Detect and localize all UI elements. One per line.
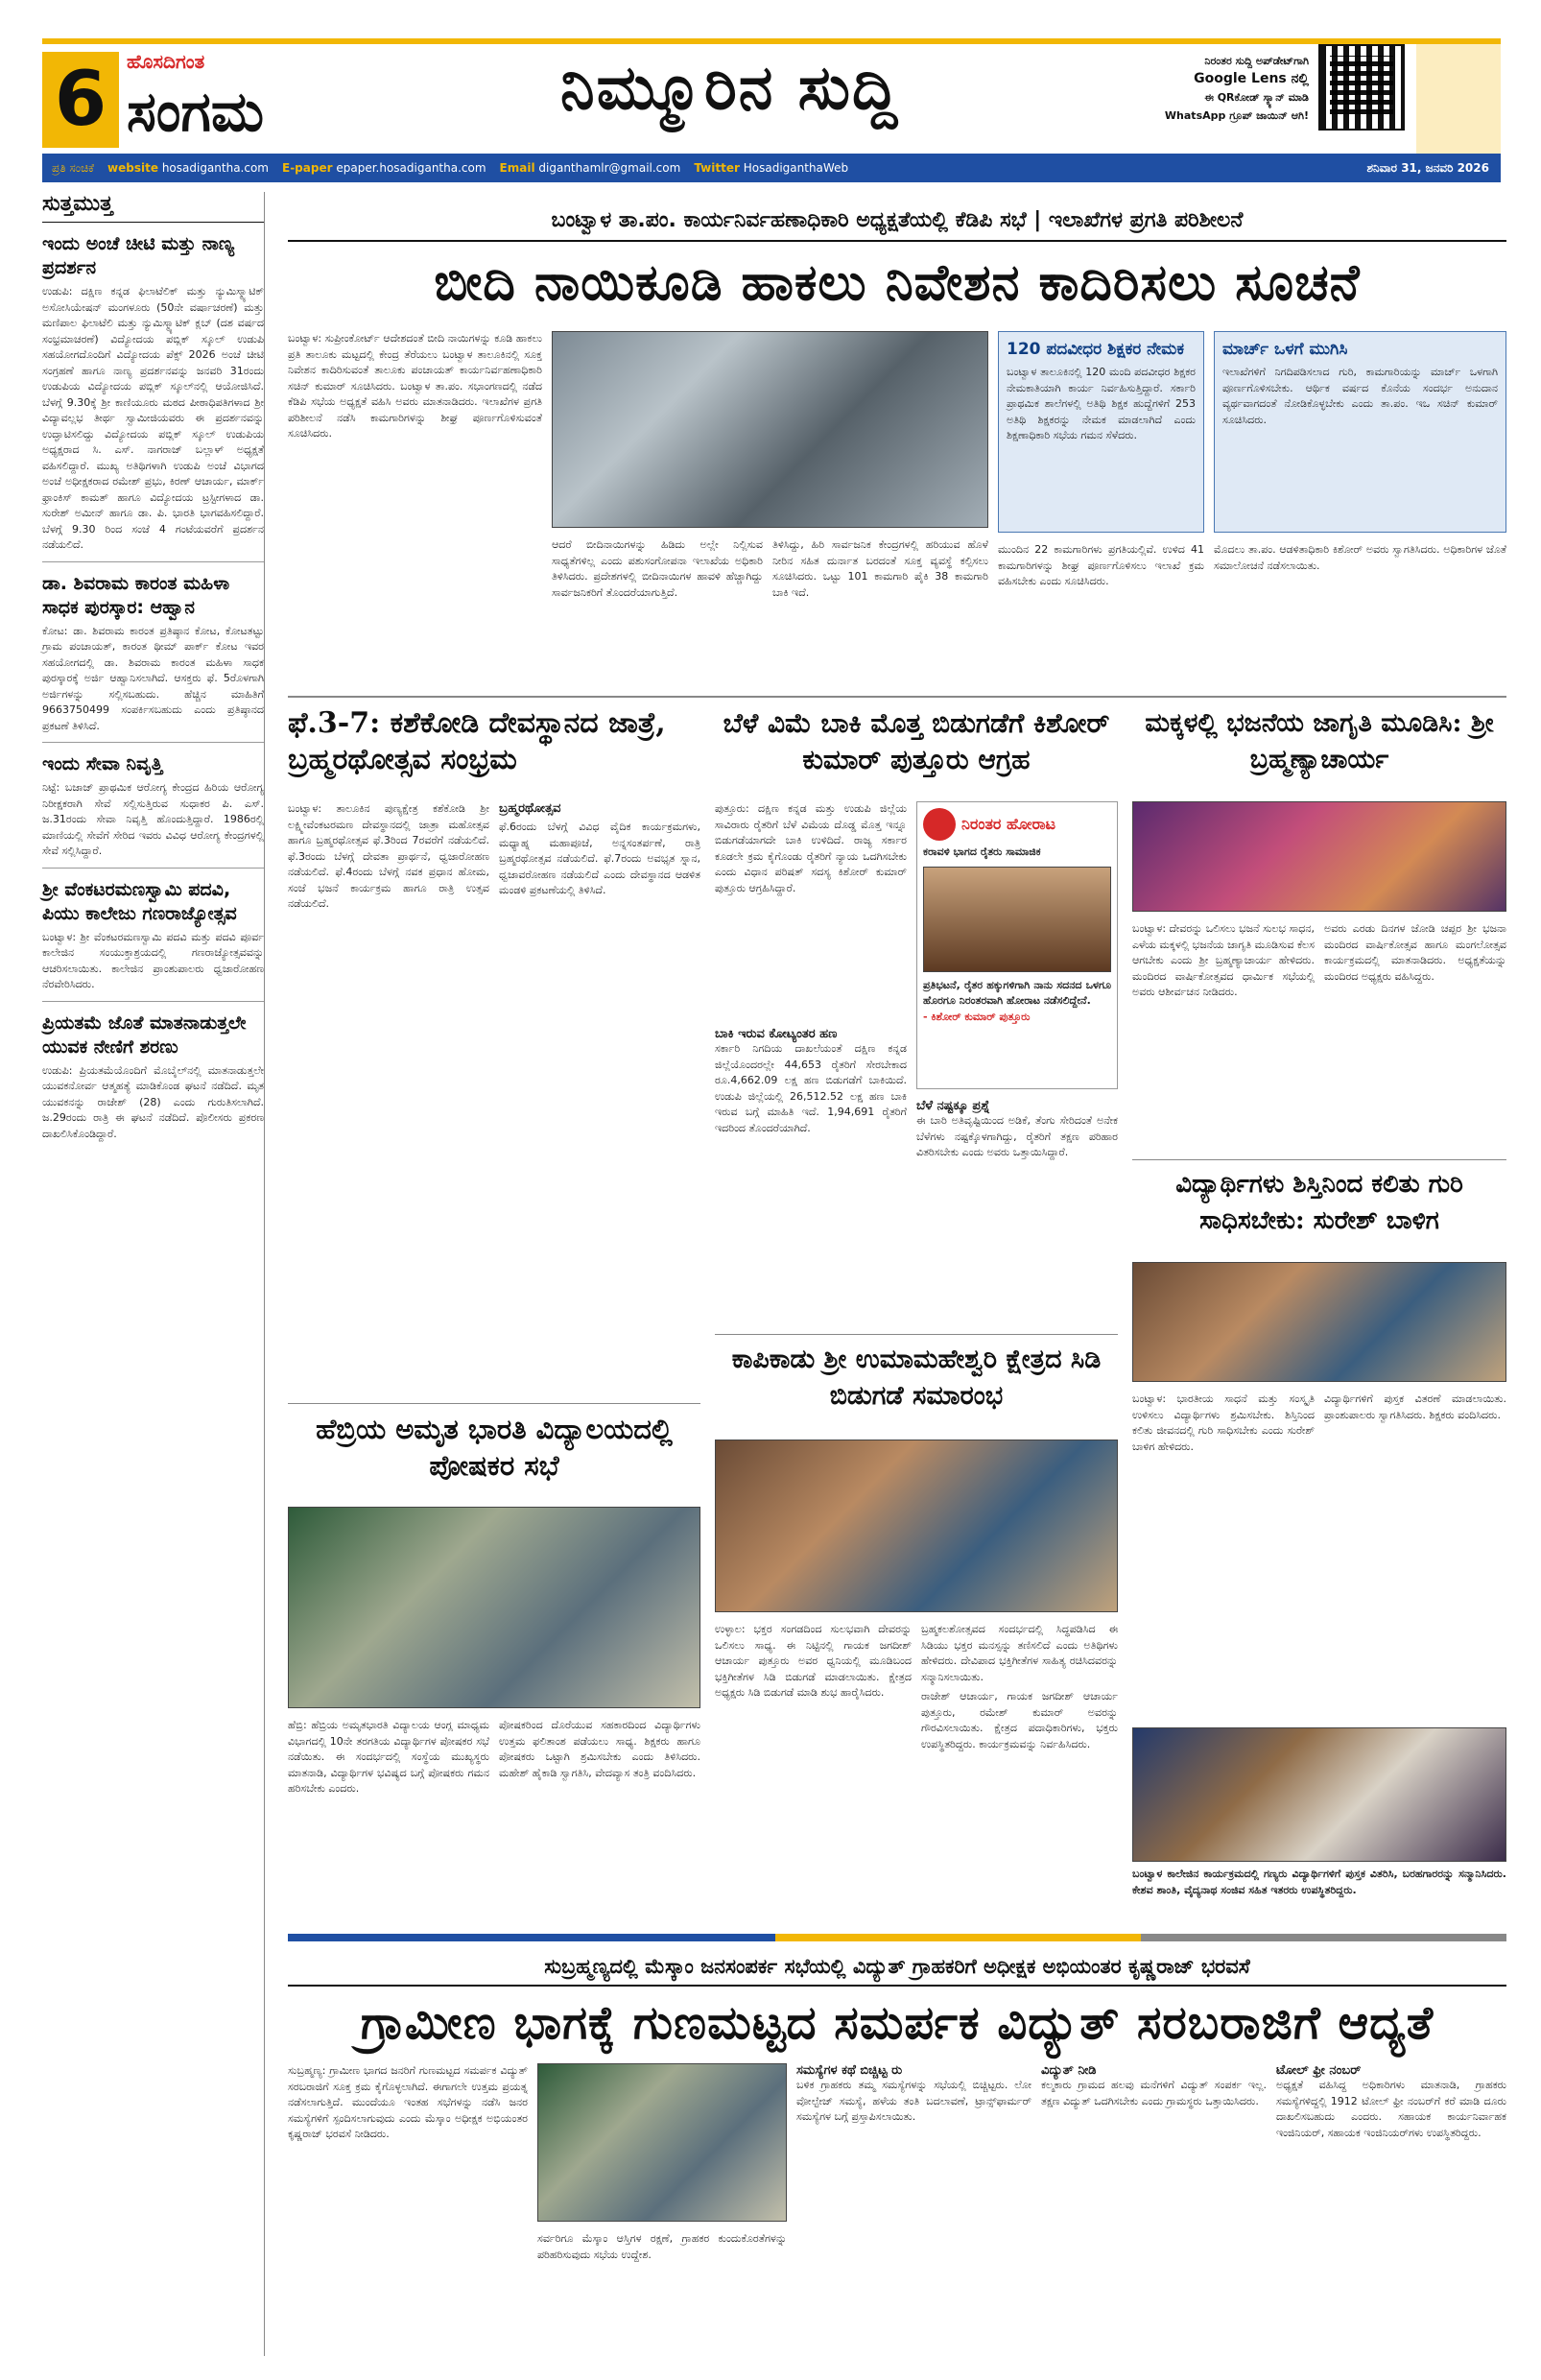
- bottom-subhead: ವಿದ್ಯುತ್ ನೀಡಿ: [1041, 2063, 1097, 2078]
- brief-headline: ಡಾ. ಶಿವರಾಮ ಕಾರಂತ ಮಹಿಳಾ ಸಾಧಕ ಪುರಸ್ಕಾರ: ಆಹ್ವಾನ: [42, 572, 230, 618]
- edition-label: ಪ್ರತಿ ಸಂಚಿಕೆ: [52, 161, 95, 175]
- top-story-headline: ಬೀದಿ ನಾಯಿಕೂಡಿ ಹಾಕಲು ನಿವೇಶನ ಕಾದಿರಿಸಲು ಸೂಚನೆ: [434, 253, 1361, 312]
- teachers-box: [998, 331, 1204, 533]
- insurance-headline: ಬೆಳೆ ವಿಮೆ ಬಾಕಿ ಮೊತ್ತ ಬಿಡುಗಡೆಗೆ ಕಿಶೋರ್ ಕುಮಾರ್ ಪುತ್ತೂರು ಆಗ್ರಹ: [723, 707, 1110, 775]
- twitter-link[interactable]: [694, 154, 848, 182]
- temple-story-body: ಫೆ.6ರಂದು ಬೆಳಗ್ಗೆ ವಿವಿಧ ವೈದಿಕ ಕಾರ್ಯಕ್ರಮಗಳು, ಮಧ್ಯಾಹ್ನ ಮಹಾಪೂಜೆ, ಅನ್ನಸಂತರ್ಪಣೆ, ರಾತ್ರಿ ಬ್ರಹ್ಮರಥೋತ್ಸವ ನಡೆಯಲಿದೆ. ಫೆ.7ರಂದು ಅವಭೃತ ಸ್ನಾನ, ಧ್ವಜಾವರೋಹಣ ನಡೆಯಲಿದೆ ಎಂದು ದೇವಸ್ಥಾನದ ಆಡಳಿತ ಮಂಡಳಿ ಪ್ರಕಟಣೆಯಲ್ಲಿ ತಿಳಿಸಿದೆ.: [499, 821, 700, 896]
- top-story-kicker: ಬಂಟ್ವಾಳ ತಾ.ಪಂ. ಕಾರ್ಯನಿರ್ವಹಣಾಧಿಕಾರಿ ಅಧ್ಯಕ್ಷತೆಯಲ್ಲಿ ಕೆಡಿಪಿ ಸಭೆ | ಇಲಾಖೆಗಳ ಪ್ರಗತಿ ಪರಿಶೀಲನೆ: [288, 202, 1506, 242]
- page-title: ನಿಮ್ಮೂರಿನ ಸುದ್ದಿ: [560, 52, 900, 124]
- bottom-story-body: ಅಧ್ಯಕ್ಷತೆ ವಹಿಸಿದ್ದ ಅಧಿಕಾರಿಗಳು ಮಾತನಾಡಿ, ಗ್ರಾಹಕರು ಸಮಸ್ಯೆಗಳಿದ್ದಲ್ಲಿ 1912 ಟೋಲ್ ಫ್ರೀ ನಂಬರ್‌ಗೆ ಕರೆ ಮಾಡಿ ದೂರು ದಾಖಲಿಸಬಹುದು ಎಂದರು. ಸಹಾಯಕ ಕಾರ್ಯನಿರ್ವಾಹಕ ಇಂಜಿನಿಯರ್, ಸಹಾಯಕ ಇಂಜಿನಿಯರ್‌ಗಳು ಉಪಸ್ಥಿತರಿದ್ದರು.: [1276, 2079, 1506, 2139]
- bottom-subhead: ಸಮಸ್ಯೆಗಳ ಕಥೆ ಬಿಚ್ಚಿಟ್ಟ ರು: [796, 2063, 903, 2078]
- twitter-label: Twitter: [694, 161, 740, 175]
- brief-headline: ಪ್ರಿಯತಮೆ ಜೊತೆ ಮಾತನಾಡುತ್ತಲೇ ಯುವಕ ನೇಣಿಗೆ ಶರಣು: [42, 1012, 247, 1058]
- website-label: website: [107, 161, 158, 175]
- bhajan-headline: ಮಕ್ಕಳಲ್ಲಿ ಭಜನೆಯ ಜಾಗೃತಿ ಮೂಡಿಸಿ: ಶ್ರೀ ಬ್ರಹ್ಮಣ್ಯಾಚಾರ್ಯ: [1145, 708, 1494, 774]
- students-photo: [1132, 1262, 1506, 1382]
- meeting-photo: [552, 331, 988, 528]
- qr-text-line: Google Lens ನಲ್ಲಿ: [1194, 71, 1309, 86]
- bottom-color-bar: [288, 1934, 1506, 1941]
- epaper-label: E-paper: [282, 161, 333, 175]
- drop-icon: [923, 808, 956, 841]
- epaper-link[interactable]: [282, 154, 486, 182]
- qr-text-line: ಈ QRಕೋಡ್ ಸ್ಕ್ಯಾನ್ ಮಾಡಿ: [1204, 91, 1309, 104]
- masthead: [42, 38, 1501, 149]
- bottom-story-headline: ಗ್ರಾಮೀಣ ಭಾಗಕ್ಕೆ ಗುಣಮಟ್ಟದ ಸಮರ್ಪಕ ವಿದ್ಯುತ್ ಸರಬರಾಜಿಗೆ ಆದ್ಯತೆ: [360, 1996, 1434, 2050]
- students-headline: ವಿದ್ಯಾರ್ಥಿಗಳು ಶಿಸ್ತಿನಿಂದ ಕಲಿತು ಗುರಿ ಸಾಧಿಸಬೇಕು: ಸುರೇಶ್ ಬಾಳಿಗ: [1175, 1170, 1463, 1235]
- bhajan-body: ಬಂಟ್ವಾಳ: ದೇವರನ್ನು ಒಲಿಸಲು ಭಜನೆ ಸುಲಭ ಸಾಧನ, ಎಳೆಯ ಮಕ್ಕಳಲ್ಲಿ ಭಜನೆಯ ಜಾಗೃತಿ ಮೂಡಿಸುವ ಕೆಲಸ ಆಗಬೇಕು ಎಂದು ಶ್ರೀ ಬ್ರಹ್ಮಣ್ಯಾಚಾರ್ಯ ಹೇಳಿದರು. ಮಂದಿರದ ವಾರ್ಷಿಕೋತ್ಸವದ ಧಾರ್ಮಿಕ ಸಭೆಯಲ್ಲಿ ಅವರು ಆಶೀರ್ವಚನ ನೀಡಿದರು.: [1132, 922, 1315, 998]
- section-divider: [1132, 1159, 1506, 1160]
- brief-item: [42, 742, 264, 860]
- section-name: ಸಂಗಮ: [127, 79, 265, 144]
- website-link[interactable]: [107, 154, 269, 182]
- bottom-story-kicker: ಸುಬ್ರಹ್ಮಣ್ಯದಲ್ಲಿ ಮೆಸ್ಕಾಂ ಜನಸಂಪರ್ಕ ಸಭೆಯಲ್ಲಿ ವಿದ್ಯುತ್ ಗ್ರಾಹಕರಿಗೆ ಅಧೀಕ್ಷಕ ಅಭಿಯಂತರ ಕೃಷ್ಣರಾಜ್ ಭರವಸೆ: [288, 1948, 1506, 1987]
- temple-story-column: [499, 801, 700, 1396]
- box-body: ಇಲಾಖೆಗಳಿಗೆ ನಿಗದಿಪಡಿಸಲಾದ ಗುರಿ, ಕಾಮಗಾರಿಯನ್ನು ಮಾರ್ಚ್ ಒಳಗಾಗಿ ಪೂರ್ಣಗೊಳಿಸಬೇಕು. ಆರ್ಥಿಕ ವರ್ಷದ ಕೊನೆಯ ಸಂದರ್ಭ ಅನುದಾನ ವ್ಯರ್ಥವಾಗದಂತೆ ನೋಡಿಕೊಳ್ಳಬೇಕು ಎಂದು ತಾ.ಪಂ. ಇಒ ಸಚಿನ್ ಕುಮಾರ್ ಸೂಚಿಸಿದರು.: [1222, 366, 1498, 426]
- school-meeting-photo: [288, 1507, 700, 1708]
- cd-release-photo: [715, 1440, 1118, 1612]
- bottom-story-column: [796, 2063, 1031, 2351]
- brief-headline: ಇಂದು ಅಂಚೆ ಚೀಟಿ ಮತ್ತು ನಾಣ್ಯ ಪ್ರದರ್ಶನ: [42, 233, 235, 278]
- brief-body: ಕೋಟ: ಡಾ. ಶಿವರಾಮ ಕಾರಂತ ಪ್ರತಿಷ್ಠಾನ ಕೋಟ, ಕೋಟತಟ್ಟು ಗ್ರಾಮ ಪಂಚಾಯತ್, ಕಾರಂತ ಥೀಮ್ ಪಾರ್ಕ್ ಕೋಟ ಇವರ ಸಹಯೋಗದಲ್ಲಿ ಡಾ. ಶಿವರಾಮ ಕಾರಂತ ಮಹಿಳಾ ಸಾಧಕ ಪುರಸ್ಕಾರಕ್ಕೆ ಅರ್ಜಿ ಆಹ್ವಾನಿಸಲಾಗಿದೆ. ಆಸಕ್ತರು ಫೆ. 5ರೊಳಗಾಗಿ ಅರ್ಜಿಗಳನ್ನು ಸಲ್ಲಿಸಬಹುದು. ಹೆಚ್ಚಿನ ಮಾಹಿತಿಗೆ 9663750499 ಸಂಪರ್ಕಿಸಬಹುದು ಎಂದು ಪ್ರತಿಷ್ಠಾನದ ಪ್ರಕಟಣೆ ತಿಳಿಸಿದೆ.: [42, 624, 264, 732]
- box-body: ಬಂಟ್ವಾಳ ತಾಲೂಕಿನಲ್ಲಿ 120 ಮಂದಿ ಪದವೀಧರ ಶಿಕ್ಷಕರ ನೇಮಕಾತಿಯಾಗಿ ಕಾರ್ಯ ನಿರ್ವಹಿಸುತ್ತಿದ್ದಾರೆ. ಸರ್ಕಾರಿ ಪ್ರಾಥಮಿಕ ಶಾಲೆಗಳಲ್ಲಿ ಅತಿಥಿ ಶಿಕ್ಷಕ ಹುದ್ದೆಗಳಿಗೆ 253 ಅತಿಥಿ ಶಿಕ್ಷಕರನ್ನು ನೇಮಕ ಮಾಡಲಾಗಿದೆ ಎಂದು ಶಿಕ್ಷಣಾಧಿಕಾರಿ ಸಭೆಯ ಗಮನ ಸೆಳೆದರು.: [1007, 366, 1196, 441]
- section-divider: [288, 1403, 700, 1404]
- portrait-photo: [923, 867, 1111, 972]
- insurance-body: ಈ ಬಾರಿ ಅತಿವೃಷ್ಟಿಯಿಂದ ಅಡಿಕೆ, ತೆಂಗು ಸೇರಿದಂತೆ ಅನೇಕ ಬೆಳೆಗಳು ನಷ್ಟಕ್ಕೊಳಗಾಗಿದ್ದು, ರೈತರಿಗೆ ತಕ್ಷಣ ಪರಿಹಾರ ವಿತರಿಸಬೇಕು ಎಂದು ಅವರು ಒತ್ತಾಯಿಸಿದ್ದಾರೆ.: [916, 1114, 1118, 1158]
- kapikadu-headline: ಕಾಪಿಕಾಡು ಶ್ರೀ ಉಮಾಮಹೇಶ್ವರಿ ಕ್ಷೇತ್ರದ ಸಿಡಿ ಬಿಡುಗಡೆ ಸಮಾರಂಭ: [731, 1345, 1102, 1411]
- brief-headline: ಇಂದು ಸೇವಾ ನಿವೃತ್ತಿ: [42, 753, 163, 774]
- left-column: [42, 192, 265, 2356]
- box-headline: ಮಾರ್ಚ್ ಒಳಗೆ ಮುಗಿಸಿ: [1222, 340, 1348, 359]
- deadline-box: [1214, 331, 1506, 533]
- brief-body: ನಿಟ್ಟೆ: ಬಜಾಜ್ ಪ್ರಾಥಮಿಕ ಆರೋಗ್ಯ ಕೇಂದ್ರದ ಹಿರಿಯ ಆರೋಗ್ಯ ನಿರೀಕ್ಷಕರಾಗಿ ಸೇವೆ ಸಲ್ಲಿಸುತ್ತಿರುವ ಸುಧಾಕರ ಪಿ. ಎಸ್. ಜ.31ರಂದು ಸೇವಾ ನಿವೃತ್ತಿ ಹೊಂದುತ್ತಿದ್ದಾರೆ. 1986ರಲ್ಲಿ ಮಾಣಿಯಲ್ಲಿ ಸೇವೆಗೆ ಸೇರಿದ ಇವರು ವಿವಿಧ ಆರೋಗ್ಯ ಕೇಂದ್ರಗಳಲ್ಲಿ ಸೇವೆ ಸಲ್ಲಿಸಿದ್ದಾರೆ.: [42, 781, 264, 857]
- top-story-body: ಮೊದಲು ತಾ.ಪಂ. ಆಡಳಿತಾಧಿಕಾರಿ ಕಿಶೋರ್ ಅವರು ಸ್ವಾಗತಿಸಿದರು. ಅಧಿಕಾರಿಗಳ ಜೊತೆ ಸಮಾಲೋಚನೆ ನಡೆಸಲಾಯಿತು.: [1214, 543, 1506, 572]
- bottom-subhead: ಟೋಲ್ ಫ್ರೀ ನಂಬರ್: [1276, 2063, 1362, 2078]
- brief-item: [42, 868, 264, 993]
- brief-item: [42, 1001, 264, 1143]
- insurance-tag: ನಿರಂತರ ಹೋರಾಟ: [961, 815, 1056, 833]
- brief-body: ಬಂಟ್ವಾಳ: ಶ್ರೀ ವೆಂಕಟರಮಣಸ್ವಾಮಿ ಪದವಿ ಮತ್ತು ಪದವಿ ಪೂರ್ವ ಕಾಲೇಜಿನ ಸಂಯುಕ್ತಾಶ್ರಯದಲ್ಲಿ ಗಣರಾಜ್ಯೋತ್ಸವವನ್ನು ಆಚರಿಸಲಾಯಿತು. ಕಾಲೇಜಿನ ಪ್ರಾಂಶುಪಾಲರು ಧ್ವಜಾರೋಹಣ ನೆರವೇರಿಸಿದರು.: [42, 930, 264, 990]
- kapikadu-body: ಉಳ್ಳಾಲ: ಭಕ್ತರ ಸಂಗಡದಿಂದ ಸುಲಭವಾಗಿ ದೇವರನ್ನು ಒಲಿಸಲು ಸಾಧ್ಯ. ಈ ನಿಟ್ಟಿನಲ್ಲಿ ಗಾಯಕ ಜಗದೀಶ್ ಆಚಾರ್ಯ ಪುತ್ತೂರು ಅವರ ಧ್ವನಿಯಲ್ಲಿ ಮೂಡಿಬಂದ ಭಕ್ತಿಗೀತೆಗಳ ಸಿಡಿ ಬಿಡುಗಡೆ ಮಾಡಲಾಯಿತು. ಕ್ಷೇತ್ರದ ಅಧ್ಯಕ್ಷರು ಸಿಡಿ ಬಿಡುಗಡೆ ಮಾಡಿ ಶುಭ ಹಾರೈಸಿದರು.: [715, 1623, 912, 1699]
- brief-item: [42, 232, 264, 554]
- bottom-story-body: ಸರ್ವರಿಗೂ ಮೆಸ್ಕಾಂ ಆಸ್ತಿಗಳ ರಕ್ಷಣೆ, ಗ್ರಾಹಕರ ಕುಂದುಕೊರತೆಗಳನ್ನು ಪರಿಹರಿಸುವುದು ಸಭೆಯ ಉದ್ದೇಶ.: [537, 2232, 787, 2261]
- temple-story-body: ಬಂಟ್ವಾಳ: ತಾಲೂಕಿನ ಪುಣ್ಯಕ್ಷೇತ್ರ ಕಶೆಕೋಡಿ ಶ್ರೀ ಲಕ್ಷ್ಮೀವೆಂಕಟರಮಣ ದೇವಸ್ಥಾನದಲ್ಲಿ ಜಾತ್ರಾ ಮಹೋತ್ಸವ ಹಾಗೂ ಬ್ರಹ್ಮರಥೋತ್ಸವ ಫೆ.3ರಿಂದ 7ರವರೆಗೆ ನಡೆಯಲಿದೆ. ಫೆ.3ರಂದು ಬೆಳಗ್ಗೆ ದೇವತಾ ಪ್ರಾರ್ಥನೆ, ಧ್ವಜಾರೋಹಣ ನಡೆಯಲಿದೆ. ಫೆ.4ರಂದು ಬೆಳಗ್ಗೆ ನವಕ ಪ್ರಧಾನ ಹೋಮ, ಸಂಜೆ ಭಜನೆ ಕಾರ್ಯಕ್ರಮ ಹಾಗೂ ರಾತ್ರಿ ಉತ್ಸವ ನಡೆಯಲಿದೆ.: [288, 802, 489, 910]
- twitter-handle: HosadiganthaWeb: [743, 161, 849, 175]
- decorative-panel: [1416, 44, 1501, 155]
- top-story-body: ತಿಳಿಸಿದ್ದು, ಹಿರಿ ಸಾರ್ವಜನಿಕ ಕೇಂದ್ರಗಳಲ್ಲಿ ಹರಿಯುವ ಹೊಳೆ ನೀರಿನ ಸಹಿತ ದುರ್ನಾತ ಬರದಂತೆ ಸೂಕ್ತ ವ್ಯವಸ್ಥೆ ಕಲ್ಪಿಸಲು ಸೂಚಿಸಿದರು. ಒಟ್ಟು 101 ಕಾಮಗಾರಿ ಪೈಕಿ 38 ಕಾಮಗಾರಿ ಬಾಕಿ ಇದೆ.: [772, 538, 988, 599]
- brief-headline: ಶ್ರೀ ವೆಂಕಟರಮಣಸ್ವಾಮಿ ಪದವಿ, ಪಿಯು ಕಾಲೇಜು ಗಣರಾಜ್ಯೋತ್ಸವ: [42, 878, 237, 924]
- email-link[interactable]: [500, 154, 681, 182]
- students-caption: ಬಂಟ್ವಾಳ ಕಾಲೇಜಿನ ಕಾರ್ಯಕ್ರಮದಲ್ಲಿ ಗಣ್ಯರು ವಿದ್ಯಾರ್ಥಿಗಳಿಗೆ ಪುಸ್ತಕ ವಿತರಿಸಿ, ಬರಹಗಾರರನ್ನು ಸನ್ಮಾನಿಸಿದರು. ಕೇಶವ ಶಾಂತಿ, ವೈದ್ಯನಾಥ ಸಂಜಿವ ಸಹಿತ ಇತರರು ಉಪಸ್ಥಿತರಿದ್ದರು.: [1132, 1868, 1506, 1896]
- insurance-subhead: ಬಾಕಿ ಇರುವ ಕೋಟ್ಯಂತರ ಹಣ: [715, 1027, 838, 1041]
- qr-text-line: WhatsApp ಗ್ರೂಪ್ ಜಾಯಿನ್ ಆಗಿ!: [1164, 109, 1309, 122]
- insurance-quote: ಪ್ರತಿಭಟನೆ, ರೈತರ ಹಕ್ಕುಗಳಿಗಾಗಿ ನಾನು ಸದನದ ಒಳಗೂ ಹೊರಗೂ ನಿರಂತರವಾಗಿ ಹೋರಾಟ ನಡೆಸಲಿದ್ದೇನೆ.: [923, 978, 1111, 1007]
- brief-item: [42, 561, 264, 735]
- email-address: diganthamlr@gmail.com: [538, 161, 681, 175]
- insurance-body: ಸರ್ಕಾರಿ ನಿಗದಿಯ ದಾಖಲೆಯಂತೆ ದಕ್ಷಿಣ ಕನ್ನಡ ಜಿಲ್ಲೆಯೊಂದರಲ್ಲೇ 44,653 ರೈತರಿಗೆ ಸೇರಬೇಕಾದ ರೂ.4,662.09 ಲಕ್ಷ ಹಣ ಬಿಡುಗಡೆಗೆ ಬಾಕಿಯಿದೆ. ಉಡುಪಿ ಜಿಲ್ಲೆಯಲ್ಲಿ 26,512.52 ಲಕ್ಷ ಹಣ ಬಾಕಿ ಇರುವ ಬಗ್ಗೆ ಮಾಹಿತಿ ಇದೆ. 1,94,691 ರೈತರಿಗೆ ಇದರಿಂದ ತೊಂದರೆಯಾಗಿದೆ.: [715, 1042, 907, 1134]
- insurance-body: ಪುತ್ತೂರು: ದಕ್ಷಿಣ ಕನ್ನಡ ಮತ್ತು ಉಡುಪಿ ಜಿಲ್ಲೆಯ ಸಾವಿರಾರು ರೈತರಿಗೆ ಬೆಳೆ ವಿಮೆಯ ದೊಡ್ಡ ಮೊತ್ತ ಇನ್ನೂ ಬಿಡುಗಡೆಯಾಗದೇ ಬಾಕಿ ಉಳಿದಿದೆ. ರಾಜ್ಯ ಸರ್ಕಾರ ಕೂಡಲೇ ಕ್ರಮ ಕೈಗೊಂಡು ರೈತರಿಗೆ ನ್ಯಾಯ ಒದಗಿಸಬೇಕು ಎಂದು ವಿಧಾನ ಪರಿಷತ್ ಸದಸ್ಯ ಕಿಶೋರ್ ಕುಮಾರ್ ಪುತ್ತೂರು ಆಗ್ರಹಿಸಿದ್ದಾರೆ.: [715, 802, 907, 894]
- qr-text-line: ನಿರಂತರ ಸುದ್ದಿ ಅಪ್‌ಡೇಟ್‌ಗಾಗಿ: [1204, 55, 1309, 67]
- students-body: ವಿದ್ಯಾರ್ಥಿಗಳಿಗೆ ಪುಸ್ತಕ ವಿತರಣೆ ಮಾಡಲಾಯಿತು. ಪ್ರಾಂಶುಪಾಲರು ಸ್ವಾಗತಿಸಿದರು. ಶಿಕ್ಷಕರು ವಂದಿಸಿದರು.: [1324, 1392, 1506, 1421]
- page-number: 6: [42, 52, 119, 148]
- insurance-sidebar: [916, 801, 1118, 1089]
- students-body: ಬಂಟ್ವಾಳ: ಭಾರತೀಯ ಸಾಧನೆ ಮತ್ತು ಸಂಸ್ಕೃತಿ ಉಳಿಸಲು ವಿದ್ಯಾರ್ಥಿಗಳು ಶ್ರಮಿಸಬೇಕು. ಶಿಸ್ತಿನಿಂದ ಕಲಿತು ಜೀವನದಲ್ಲಿ ಗುರಿ ಸಾಧಿಸಬೇಕು ಎಂದು ಸುರೇಶ್ ಬಾಳಿಗ ಹೇಳಿದರು.: [1132, 1392, 1315, 1453]
- qr-code-pattern: [1330, 56, 1393, 119]
- bottom-story-body: ಬಳಿಕ ಗ್ರಾಹಕರು ತಮ್ಮ ಸಮಸ್ಯೆಗಳನ್ನು ಸಭೆಯಲ್ಲಿ ಬಿಚ್ಚಿಟ್ಟರು. ಲೋ ವೋಲ್ಟೇಜ್ ಸಮಸ್ಯೆ, ಹಳೆಯ ತಂತಿ ಬದಲಾವಣೆ, ಟ್ರಾನ್ಸ್‌ಫಾರ್ಮರ್ ಸಮಸ್ಯೆಗಳ ಬಗ್ಗೆ ಪ್ರಸ್ತಾಪಿಸಲಾಯಿತು.: [796, 2079, 1031, 2123]
- email-label: Email: [499, 161, 535, 175]
- issue-date: ಶನಿವಾರ 31, ಜನವರಿ 2026: [1366, 161, 1489, 175]
- insurance-quote-author: - ಕಿಶೋರ್ ಕುಮಾರ್ ಪುತ್ತೂರು: [923, 1010, 1031, 1023]
- temple-story-headline: ಫೆ.3-7: ಕಶೆಕೋಡಿ ದೇವಸ್ಥಾನದ ಜಾತ್ರೆ, ಬ್ರಹ್ಮರಥೋತ್ಸವ ಸಂಭ್ರಮ: [288, 706, 666, 776]
- felicitation-photo: [1132, 1727, 1506, 1862]
- insurance-subhead: ಬೆಳೆ ನಷ್ಟಕ್ಕೂ ಪ್ರಶ್ನೆ: [916, 1099, 990, 1113]
- kapikadu-body: ರಾಜೇಶ್ ಆಚಾರ್ಯ, ಗಾಯಕ ಜಗದೀಶ್ ಆಚಾರ್ಯ ಪುತ್ತೂರು, ರಮೇಶ್ ಕುಮಾರ್ ಅವರನ್ನು ಗೌರವಿಸಲಾಯಿತು. ಕ್ಷೇತ್ರದ ಪದಾಧಿಕಾರಿಗಳು, ಭಕ್ತರು ಉಪಸ್ಥಿತರಿದ್ದರು. ಕಾರ್ಯಕ್ರಮವನ್ನು ನಿರ್ವಹಿಸಿದರು.: [921, 1690, 1118, 1750]
- brief-body: ಉಡುಪಿ: ದಕ್ಷಿಣ ಕನ್ನಡ ಫಿಲಾಟೆಲಿಕ್ ಮತ್ತು ನ್ಯುಮಿಸ್ಮ್ಯಾಟಿಕ್ ಅಸೋಸಿಯೇಷನ್ ಮಂಗಳೂರು (50ನೇ ವರ್ಷಾಚರಣೆ) ಮತ್ತು ಮಣಿಪಾಲ ಫಿಲಾಟೆಲಿ ಮತ್ತು ನ್ಯುಮಿಸ್ಮ್ಯಾಟಿಕ್ ಕ್ಲಬ್ (ದಶ ವರ್ಷದ ಸಂಭ್ರಮಾಚರಣೆ) ವಿದ್ಯೋದಯ ಪಬ್ಲಿಕ್ ಸ್ಕೂಲ್ ಉಡುಪಿ ಸಹಯೋಗದೊಂದಿಗೆ ವಿದ್ಯೋದಯ ಪೆಕ್ಸ್ 2026 ಅಂಚೆ ಚೀಟಿ ಸಂಗ್ರಹಣೆ ಹಾಗೂ ನಾಣ್ಯ ಪ್ರದರ್ಶನವನ್ನು ಜನವರಿ 31ರಂದು ಉಡುಪಿಯ ವಿದ್ಯೋದಯ ಪಬ್ಲಿಕ್ ಸ್ಕೂಲ್‌ನಲ್ಲಿ ಆಯೋಜಿಸಿದೆ. ಬೆಳಗ್ಗೆ 9.30ಕ್ಕೆ ಶ್ರೀ ಕಾಣಿಯೂರು ಮಠದ ಪೀಠಾಧಿಪತಿಗಳಾದ ಶ್ರೀ ವಿದ್ಯಾವಲ್ಲಭ ತೀರ್ಥ ಸ್ವಾಮೀಜಿಯವರು ಈ ಪ್ರದರ್ಶನವನ್ನು ಉದ್ಘಾಟಿಸಲಿದ್ದು ವಿದ್ಯೋದಯ ಪಬ್ಲಿಕ್ ಸ್ಕೂಲ್ ಉಡುಪಿಯ ಅಧ್ಯಕ್ಷರಾದ ಸಿ. ಎಸ್. ನಾಗರಾಜ್ ಬಲ್ಲಾಳ್ ಅಧ್ಯಕ್ಷತೆ ವಹಿಸಲಿದ್ದಾರೆ. ಮುಖ್ಯ ಅತಿಥಿಗಳಾಗಿ ಉಡುಪಿ ಅಂಚೆ ವಿಭಾಗದ ಅಂಚೆ ಅಧೀಕ್ಷಕರಾದ ರಮೇಶ್ ಪ್ರಭು, ಕಿರಣ್ ಆಚಾರ್ಯ, ಮಾರ್ಕ್ ಫ್ರಾಂಕಿಸ್ ಕಾಮತ್ ಹಾಗೂ ವಿದ್ಯೋದಯ ಟ್ರಸ್ಟೀಗಳಾದ ಡಾ. ಸುರೇಶ್ ಅಮೀನ್ ಹಾಗೂ ಡಾ. ಪಿ. ಭಾರತಿ ಭಾಗವಹಿಸಲಿದ್ದಾರೆ. ಬೆಳಗ್ಗೆ 9.30 ರಿಂದ ಸಂಜೆ 4 ಗಂಟೆಯವರೆಗೆ ಪ್ರದರ್ಶನ ನಡೆಯಲಿದೆ.: [42, 285, 264, 551]
- website-url: hosadigantha.com: [161, 161, 269, 175]
- school-body: ಪೋಷಕರಿಂದ ದೊರೆಯುವ ಸಹಕಾರದಿಂದ ವಿದ್ಯಾರ್ಥಿಗಳು ಉತ್ತಮ ಫಲಿತಾಂಶ ಪಡೆಯಲು ಸಾಧ್ಯ. ಶಿಕ್ಷಕರು ಹಾಗೂ ಪೋಷಕರು ಒಟ್ಟಾಗಿ ಶ್ರಮಿಸಬೇಕು ಎಂದು ತಿಳಿಸಿದರು. ಮಹೇಶ್ ಹೈಕಾಡಿ ಸ್ವಾಗತಿಸಿ, ವೇದವ್ಯಾಸ ತಂತ್ರಿ ವಂದಿಸಿದರು.: [499, 1719, 700, 1779]
- kapikadu-column: [921, 1622, 1118, 1924]
- section-divider: [715, 1334, 1118, 1335]
- bottom-story-column: [1276, 2063, 1506, 2351]
- bhajan-body: ಅವರು ಎರಡು ದಿನಗಳ ಜೋಡಿ ಚಪ್ಪರ ಶ್ರೀ ಭಜನಾ ಮಂದಿರದ ವಾರ್ಷಿಕೋತ್ಸವ ಹಾಗೂ ಮಂಗಲೋತ್ಸವ ಕಾರ್ಯಕ್ರಮದಲ್ಲಿ ಮಾತನಾಡಿದರು. ಅಧ್ಯಕ್ಷತೆಯನ್ನು ಮಂದಿರದ ಅಧ್ಯಕ್ಷರು ವಹಿಸಿದ್ದರು.: [1324, 922, 1506, 983]
- box-headline: 120 ಪದವೀಧರ ಶಿಕ್ಷಕರ ನೇಮಕ: [1007, 340, 1184, 359]
- bottom-story-body: ಕಲ್ಮಕಾರು ಗ್ರಾಮದ ಹಲವು ಮನೆಗಳಿಗೆ ವಿದ್ಯುತ್ ಸಂಪರ್ಕ ಇಲ್ಲ. ತಕ್ಷಣ ವಿದ್ಯುತ್ ಒದಗಿಸಬೇಕು ಎಂದು ಗ್ರಾಮಸ್ಥರು ಒತ್ತಾಯಿಸಿದರು.: [1041, 2079, 1267, 2107]
- bottom-story-body: ಸುಬ್ರಹ್ಮಣ್ಯ: ಗ್ರಾಮೀಣ ಭಾಗದ ಜನರಿಗೆ ಗುಣಮಟ್ಟದ ಸಮರ್ಪಕ ವಿದ್ಯುತ್ ಸರಬರಾಜಿಗೆ ಸೂಕ್ತ ಕ್ರಮ ಕೈಗೊಳ್ಳಲಾಗಿದೆ. ಈಗಾಗಲೇ ಉತ್ತಮ ಪ್ರಯತ್ನ ನಡೆಸಲಾಗುತ್ತಿದೆ. ಮುಂದೆಯೂ ಇಂತಹ ಸಭೆಗಳನ್ನು ನಡೆಸಿ ಜನರ ಸಮಸ್ಯೆಗಳಿಗೆ ಸ್ಪಂದಿಸಲಾಗುವುದು ಎಂದು ಮೆಸ್ಕಾಂ ಅಧೀಕ್ಷಕ ಅಭಿಯಂತರ ಕೃಷ್ಣರಾಜ್ ಭರವಸೆ ನೀಡಿದರು.: [288, 2064, 528, 2140]
- qr-instructions: [1102, 52, 1309, 125]
- mescom-meeting-photo: [537, 2063, 787, 2222]
- top-story-body: ಆದರೆ ಬೀದಿನಾಯಿಗಳನ್ನು ಹಿಡಿದು ಅಲ್ಲೇ ನಿಲ್ಲಿಸುವ ಸಾಧ್ಯತೆಗಳಿಲ್ಲ ಎಂದು ಪಶುಸಂಗೋಪನಾ ಇಲಾಖೆಯ ಅಧಿಕಾರಿ ತಿಳಿಸಿದರು. ಪ್ರದೇಶಗಳಲ್ಲಿ ಬೀದಿನಾಯಿಗಳ ಹಾವಳಿ ಹೆಚ್ಚಾಗಿದ್ದು ಸಾರ್ವಜನಿಕರಿಗೆ ತೊಂದರೆಯಾಗುತ್ತಿದೆ.: [552, 538, 763, 599]
- kapikadu-body: ಬ್ರಹ್ಮಕಲಶೋತ್ಸವದ ಸಂದರ್ಭದಲ್ಲಿ ಸಿದ್ಧಪಡಿಸಿದ ಈ ಸಿಡಿಯು ಭಕ್ತರ ಮನಸ್ಸನ್ನು ತಣಿಸಲಿದೆ ಎಂದು ಅತಿಥಿಗಳು ಹೇಳಿದರು. ದೇವಿಪಾದ ಭಕ್ತಿಗೀತೆಗಳ ಸಾಹಿತ್ಯ ರಚಿಸಿದವರನ್ನು ಸನ್ಮಾನಿಸಲಾಯಿತು.: [921, 1623, 1118, 1683]
- school-body: ಹೆಬ್ರಿ: ಹೆಬ್ರಿಯ ಅಮೃತಭಾರತಿ ವಿದ್ಯಾಲಯ ಆಂಗ್ಲ ಮಾಧ್ಯಮ ವಿಭಾಗದಲ್ಲಿ 10ನೇ ತರಗತಿಯ ವಿದ್ಯಾರ್ಥಿಗಳ ಪೋಷಕರ ಸಭೆ ನಡೆಯಿತು. ಈ ಸಂದರ್ಭದಲ್ಲಿ ಸಂಸ್ಥೆಯ ಮುಖ್ಯಸ್ಥರು ಮಾತನಾಡಿ, ವಿದ್ಯಾರ್ಥಿಗಳ ಭವಿಷ್ಯದ ಬಗ್ಗೆ ಪೋಷಕರು ಗಮನ ಹರಿಸಬೇಕು ಎಂದರು.: [288, 1719, 489, 1795]
- info-bar: [42, 154, 1501, 182]
- top-story-body: ಬಂಟ್ವಾಳ: ಸುಪ್ರೀಂಕೋರ್ಟ್ ಆದೇಶದಂತೆ ಬೀದಿ ನಾಯಿಗಳನ್ನು ಕೂಡಿ ಹಾಕಲು ಪ್ರತಿ ತಾಲೂಕು ಮಟ್ಟದಲ್ಲಿ ಕೇಂದ್ರ ತೆರೆಯಲು ಬಂಟ್ವಾಳ ತಾಲೂಕಿನಲ್ಲಿ ಸೂಕ್ತ ನಿವೇಶನ ಕಾದಿರಿಸುವಂತೆ ತಾಲೂಕು ಪಂಚಾಯತ್ ಕಾರ್ಯನಿರ್ವಹಣಾಧಿಕಾರಿ ಸಚಿನ್ ಕುಮಾರ್ ಸೂಚಿಸಿದರು. ಬಂಟ್ವಾಳ ತಾ.ಪಂ. ಸಭಾಂಗಣದಲ್ಲಿ ನಡೆದ ಕೆಡಿಪಿ ಸಭೆಯ ಅಧ್ಯಕ್ಷತೆ ವಹಿಸಿ ಅವರು ಮಾತನಾಡಿದರು. ಇಲಾಖೆಗಳ ಪ್ರಗತಿ ಪರಿಶೀಲನೆ ನಡೆಸಿ ಕಾಮಗಾರಿಗಳನ್ನು ಶೀಘ್ರ ಪೂರ್ಣಗೊಳಿಸುವಂತೆ ಸೂಚಿಸಿದರು.: [288, 332, 542, 440]
- brief-body: ಉಡುಪಿ: ಪ್ರಿಯತಮೆಯೊಂದಿಗೆ ಮೊಬೈಲ್‌ನಲ್ಲಿ ಮಾತನಾಡುತ್ತಲೇ ಯುವಕನೋರ್ವ ಆತ್ಮಹತ್ಯೆ ಮಾಡಿಕೊಂಡ ಘಟನೆ ನಡೆದಿದೆ. ಮೃತ ಯುವಕನನ್ನು ರಾಜೇಶ್ (28) ಎಂದು ಗುರುತಿಸಲಾಗಿದೆ. ಜ.29ರಂದು ರಾತ್ರಿ ಈ ಘಟನೆ ನಡೆದಿದೆ. ಪೊಲೀಸರು ಪ್ರಕರಣ ದಾಖಲಿಸಿಕೊಂಡಿದ್ದಾರೆ.: [42, 1063, 264, 1140]
- section-divider: [288, 696, 1506, 698]
- paper-name: ಹೊಸದಿಗಂತ: [127, 50, 205, 73]
- temple-subhead: ಬ್ರಹ್ಮರಥೋತ್ಸವ: [499, 801, 561, 816]
- insurance-tag-sub: ಕರಾವಳಿ ಭಾಗದ ರೈತರು ಸಾಮಾಜಿಕ: [923, 845, 1041, 858]
- column-title: ಸುತ್ತಮುತ್ತ: [42, 192, 264, 223]
- stage-photo: [1132, 801, 1506, 912]
- school-headline: ಹೆಬ್ರಿಯ ಅಮೃತ ಭಾರತಿ ವಿದ್ಯಾಲಯದಲ್ಲಿ ಪೋಷಕರ ಸಭೆ: [316, 1413, 673, 1482]
- bottom-story-column: [1041, 2063, 1267, 2351]
- top-story-body: ಮುಂದಿನ 22 ಕಾಮಗಾರಿಗಳು ಪ್ರಗತಿಯಲ್ಲಿವೆ. ಉಳಿದ 41 ಕಾಮಗಾರಿಗಳನ್ನು ಶೀಘ್ರ ಪೂರ್ಣಗೊಳಿಸಲು ಇಲಾಖೆ ಕ್ರಮ ವಹಿಸಬೇಕು ಎಂದು ಸೂಚಿಸಿದರು.: [998, 543, 1204, 587]
- epaper-url: epaper.hosadigantha.com: [336, 161, 486, 175]
